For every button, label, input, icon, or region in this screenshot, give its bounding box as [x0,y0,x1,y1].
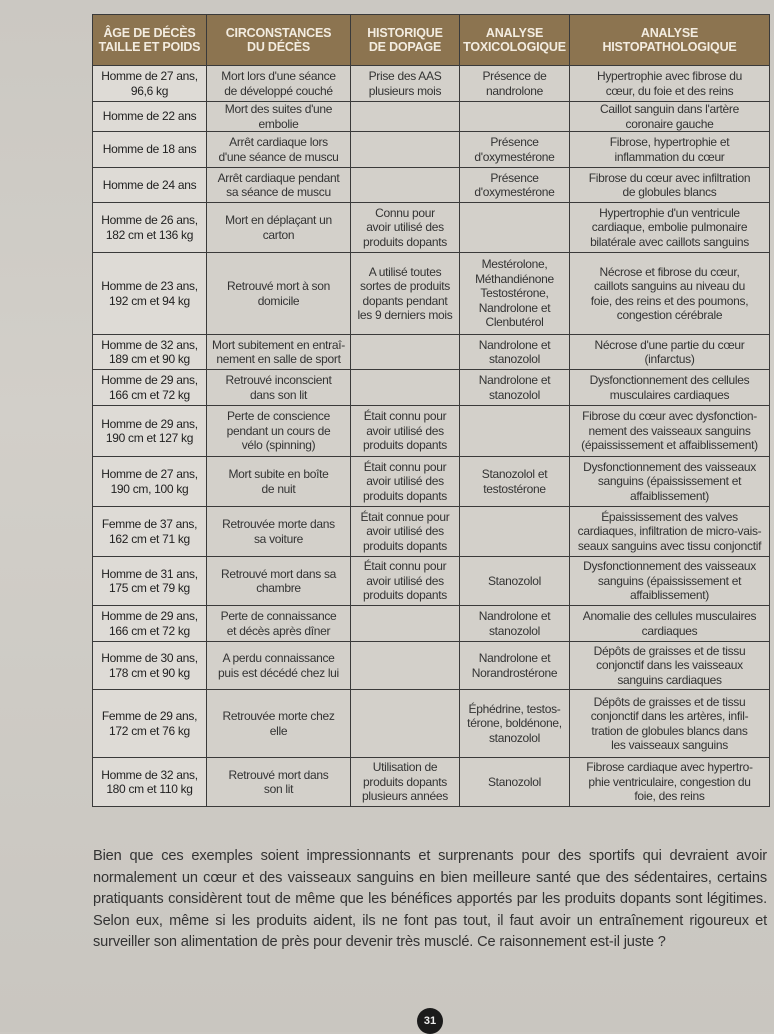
table-cell: Éphédrine, testos- térone, boldénone, stanozolol [460,690,570,758]
table-cell [460,406,570,457]
table-row [93,203,770,253]
table-cell: Femme de 37 ans, 162 cm et 71 kg [93,507,207,557]
table-row [93,370,770,406]
body-paragraph: Bien que ces exemples soient impressionnants et surprenants pour des sportifs qui devraient avoir normalement un cœur et des vaisseaux sanguins en bien meilleure santé que des sédentaires, certains pratiquants considèrent tout de même que les bénéfices apportés par les produits dopants sont légitimes. Selon eux, même si les produits aident, ils ne font pas tout, il faut avoir un entraînement rigoureux et surveiller son alimentation de près pour devenir très musclé. Ce raisonnement est-il juste ? [93,848,767,950]
table-cell: Retrouvé mort dans son lit [207,758,351,807]
column-header: ANALYSE TOXICOLOGIQUE [460,15,570,66]
table-cell: Arrêt cardiaque pendant sa séance de muscu [207,168,351,203]
table-cell [351,168,460,203]
table-cell: Homme de 18 ans [93,132,207,168]
table-cell: Fibrose du cœur avec dysfonction- nement des vaisseaux sanguins (épaississement et affaiblissement) [570,406,770,457]
table-cell: Présence d'oxymestérone [460,168,570,203]
table-row [93,406,770,457]
table-cell: Fibrose cardiaque avec hypertro- phie ventriculaire, congestion du foie, des reins [570,758,770,807]
table-cell: Femme de 29 ans, 172 cm et 76 kg [93,690,207,758]
table-cell: Homme de 26 ans, 182 cm et 136 kg [93,203,207,253]
table-header-row [93,15,770,66]
page-number: 31 [417,1008,443,1034]
table-cell: Homme de 24 ans [93,168,207,203]
table-row [93,758,770,807]
table-cell: Dysfonctionnement des vaisseaux sanguins (épaississement et affaiblissement) [570,557,770,606]
table-cell [460,203,570,253]
table-cell: Mort subitement en entraî- nement en salle de sport [207,335,351,370]
table-cell: Fibrose, hypertrophie et inflammation du cœur [570,132,770,168]
table-row [93,102,770,132]
table-cell: Était connu pour avoir utilisé des produits dopants [351,557,460,606]
table-cell: Homme de 32 ans, 180 cm et 110 kg [93,758,207,807]
table-cell: Nandrolone et stanozolol [460,606,570,642]
table-row [93,557,770,606]
table-row [93,642,770,690]
table-cell: Était connue pour avoir utilisé des produits dopants [351,507,460,557]
table-cell: Homme de 27 ans, 190 cm, 100 kg [93,457,207,507]
table-cell: Dysfonctionnement des vaisseaux sanguins (épaississement et affaiblissement) [570,457,770,507]
table-cell: Homme de 32 ans, 189 cm et 90 kg [93,335,207,370]
table-cell: Retrouvé mort à son domicile [207,253,351,335]
column-header: ÂGE DE DÉCÈS TAILLE ET POIDS [93,15,207,66]
table-cell [351,102,460,132]
table-cell: A utilisé toutes sortes de produits dopants pendant les 9 derniers mois [351,253,460,335]
table-cell [351,606,460,642]
table-cell: Perte de connaissance et décès après dîner [207,606,351,642]
table-cell: Homme de 22 ans [93,102,207,132]
table-row [93,132,770,168]
table-row [93,66,770,102]
table-cell: Dépôts de graisses et de tissu conjonctif dans les artères, infil- tration de globules blancs dans les vaisseaux sanguins [570,690,770,758]
table-cell: Caillot sanguin dans l'artère coronaire gauche [570,102,770,132]
table-cell [460,507,570,557]
table-cell [351,690,460,758]
table-cell: A perdu connaissance puis est décédé chez lui [207,642,351,690]
table-cell: Connu pour avoir utilisé des produits dopants [351,203,460,253]
table-row [93,690,770,758]
table-cell: Homme de 29 ans, 190 cm et 127 kg [93,406,207,457]
table-cell: Stanozolol [460,557,570,606]
table-cell: Mestérolone, Méthandiénone Testostérone, Nandrolone et Clenbutérol [460,253,570,335]
doping-deaths-table [92,14,770,807]
table-row [93,168,770,203]
table-cell: Nandrolone et stanozolol [460,335,570,370]
table-row [93,253,770,335]
table-cell: Homme de 27 ans, 96,6 kg [93,66,207,102]
table-cell: Mort subite en boîte de nuit [207,457,351,507]
table-cell: Homme de 31 ans, 175 cm et 79 kg [93,557,207,606]
column-header: CIRCONSTANCES DU DÉCÈS [207,15,351,66]
table-cell: Présence d'oxymestérone [460,132,570,168]
column-header: HISTORIQUE DE DOPAGE [351,15,460,66]
table-cell: Était connu pour avoir utilisé des produits dopants [351,406,460,457]
table-cell: Retrouvé inconscient dans son lit [207,370,351,406]
table-cell: Homme de 23 ans, 192 cm et 94 kg [93,253,207,335]
table-row [93,457,770,507]
table-cell: Dysfonctionnement des cellules musculaires cardiaques [570,370,770,406]
table-cell: Présence de nandrolone [460,66,570,102]
column-header: ANALYSE HISTOPATHOLOGIQUE [570,15,770,66]
table-cell: Homme de 30 ans, 178 cm et 90 kg [93,642,207,690]
table-cell: Stanozolol [460,758,570,807]
table-cell: Dépôts de graisses et de tissu conjonctif dans les vaisseaux sanguins cardiaques [570,642,770,690]
table-cell: Utilisation de produits dopants plusieurs années [351,758,460,807]
table-cell: Nandrolone et stanozolol [460,370,570,406]
table-row [93,507,770,557]
table-cell: Nécrose d'une partie du cœur (infarctus) [570,335,770,370]
table-cell [460,102,570,132]
table-cell: Nandrolone et Norandrostérone [460,642,570,690]
table-cell: Retrouvée morte dans sa voiture [207,507,351,557]
table-row [93,335,770,370]
table-cell: Mort lors d'une séance de développé couché [207,66,351,102]
table-cell: Hypertrophie avec fibrose du cœur, du foie et des reins [570,66,770,102]
table-row [93,606,770,642]
table-cell: Arrêt cardiaque lors d'une séance de muscu [207,132,351,168]
table-cell: Homme de 29 ans, 166 cm et 72 kg [93,606,207,642]
table-cell: Prise des AAS plusieurs mois [351,66,460,102]
table-cell: Était connu pour avoir utilisé des produits dopants [351,457,460,507]
table-cell: Anomalie des cellules musculaires cardiaques [570,606,770,642]
table-cell: Fibrose du cœur avec infiltration de globules blancs [570,168,770,203]
table-cell: Hypertrophie d'un ventricule cardiaque, embolie pulmonaire bilatérale avec caillots sanguins [570,203,770,253]
table-cell: Retrouvée morte chez elle [207,690,351,758]
table-cell: Nécrose et fibrose du cœur, caillots sanguins au niveau du foie, des reins et des poumons, congestion cérébrale [570,253,770,335]
table-cell [351,370,460,406]
table-cell: Mort des suites d'une embolie [207,102,351,132]
table-cell [351,132,460,168]
table-cell: Stanozolol et testostérone [460,457,570,507]
table-cell: Homme de 29 ans, 166 cm et 72 kg [93,370,207,406]
table-cell: Perte de conscience pendant un cours de vélo (spinning) [207,406,351,457]
table-cell [351,335,460,370]
table-cell: Mort en déplaçant un carton [207,203,351,253]
table-cell: Retrouvé mort dans sa chambre [207,557,351,606]
table-cell [351,642,460,690]
table-cell: Épaississement des valves cardiaques, infiltration de micro-vais- seaux sanguins avec tissu conjonctif [570,507,770,557]
